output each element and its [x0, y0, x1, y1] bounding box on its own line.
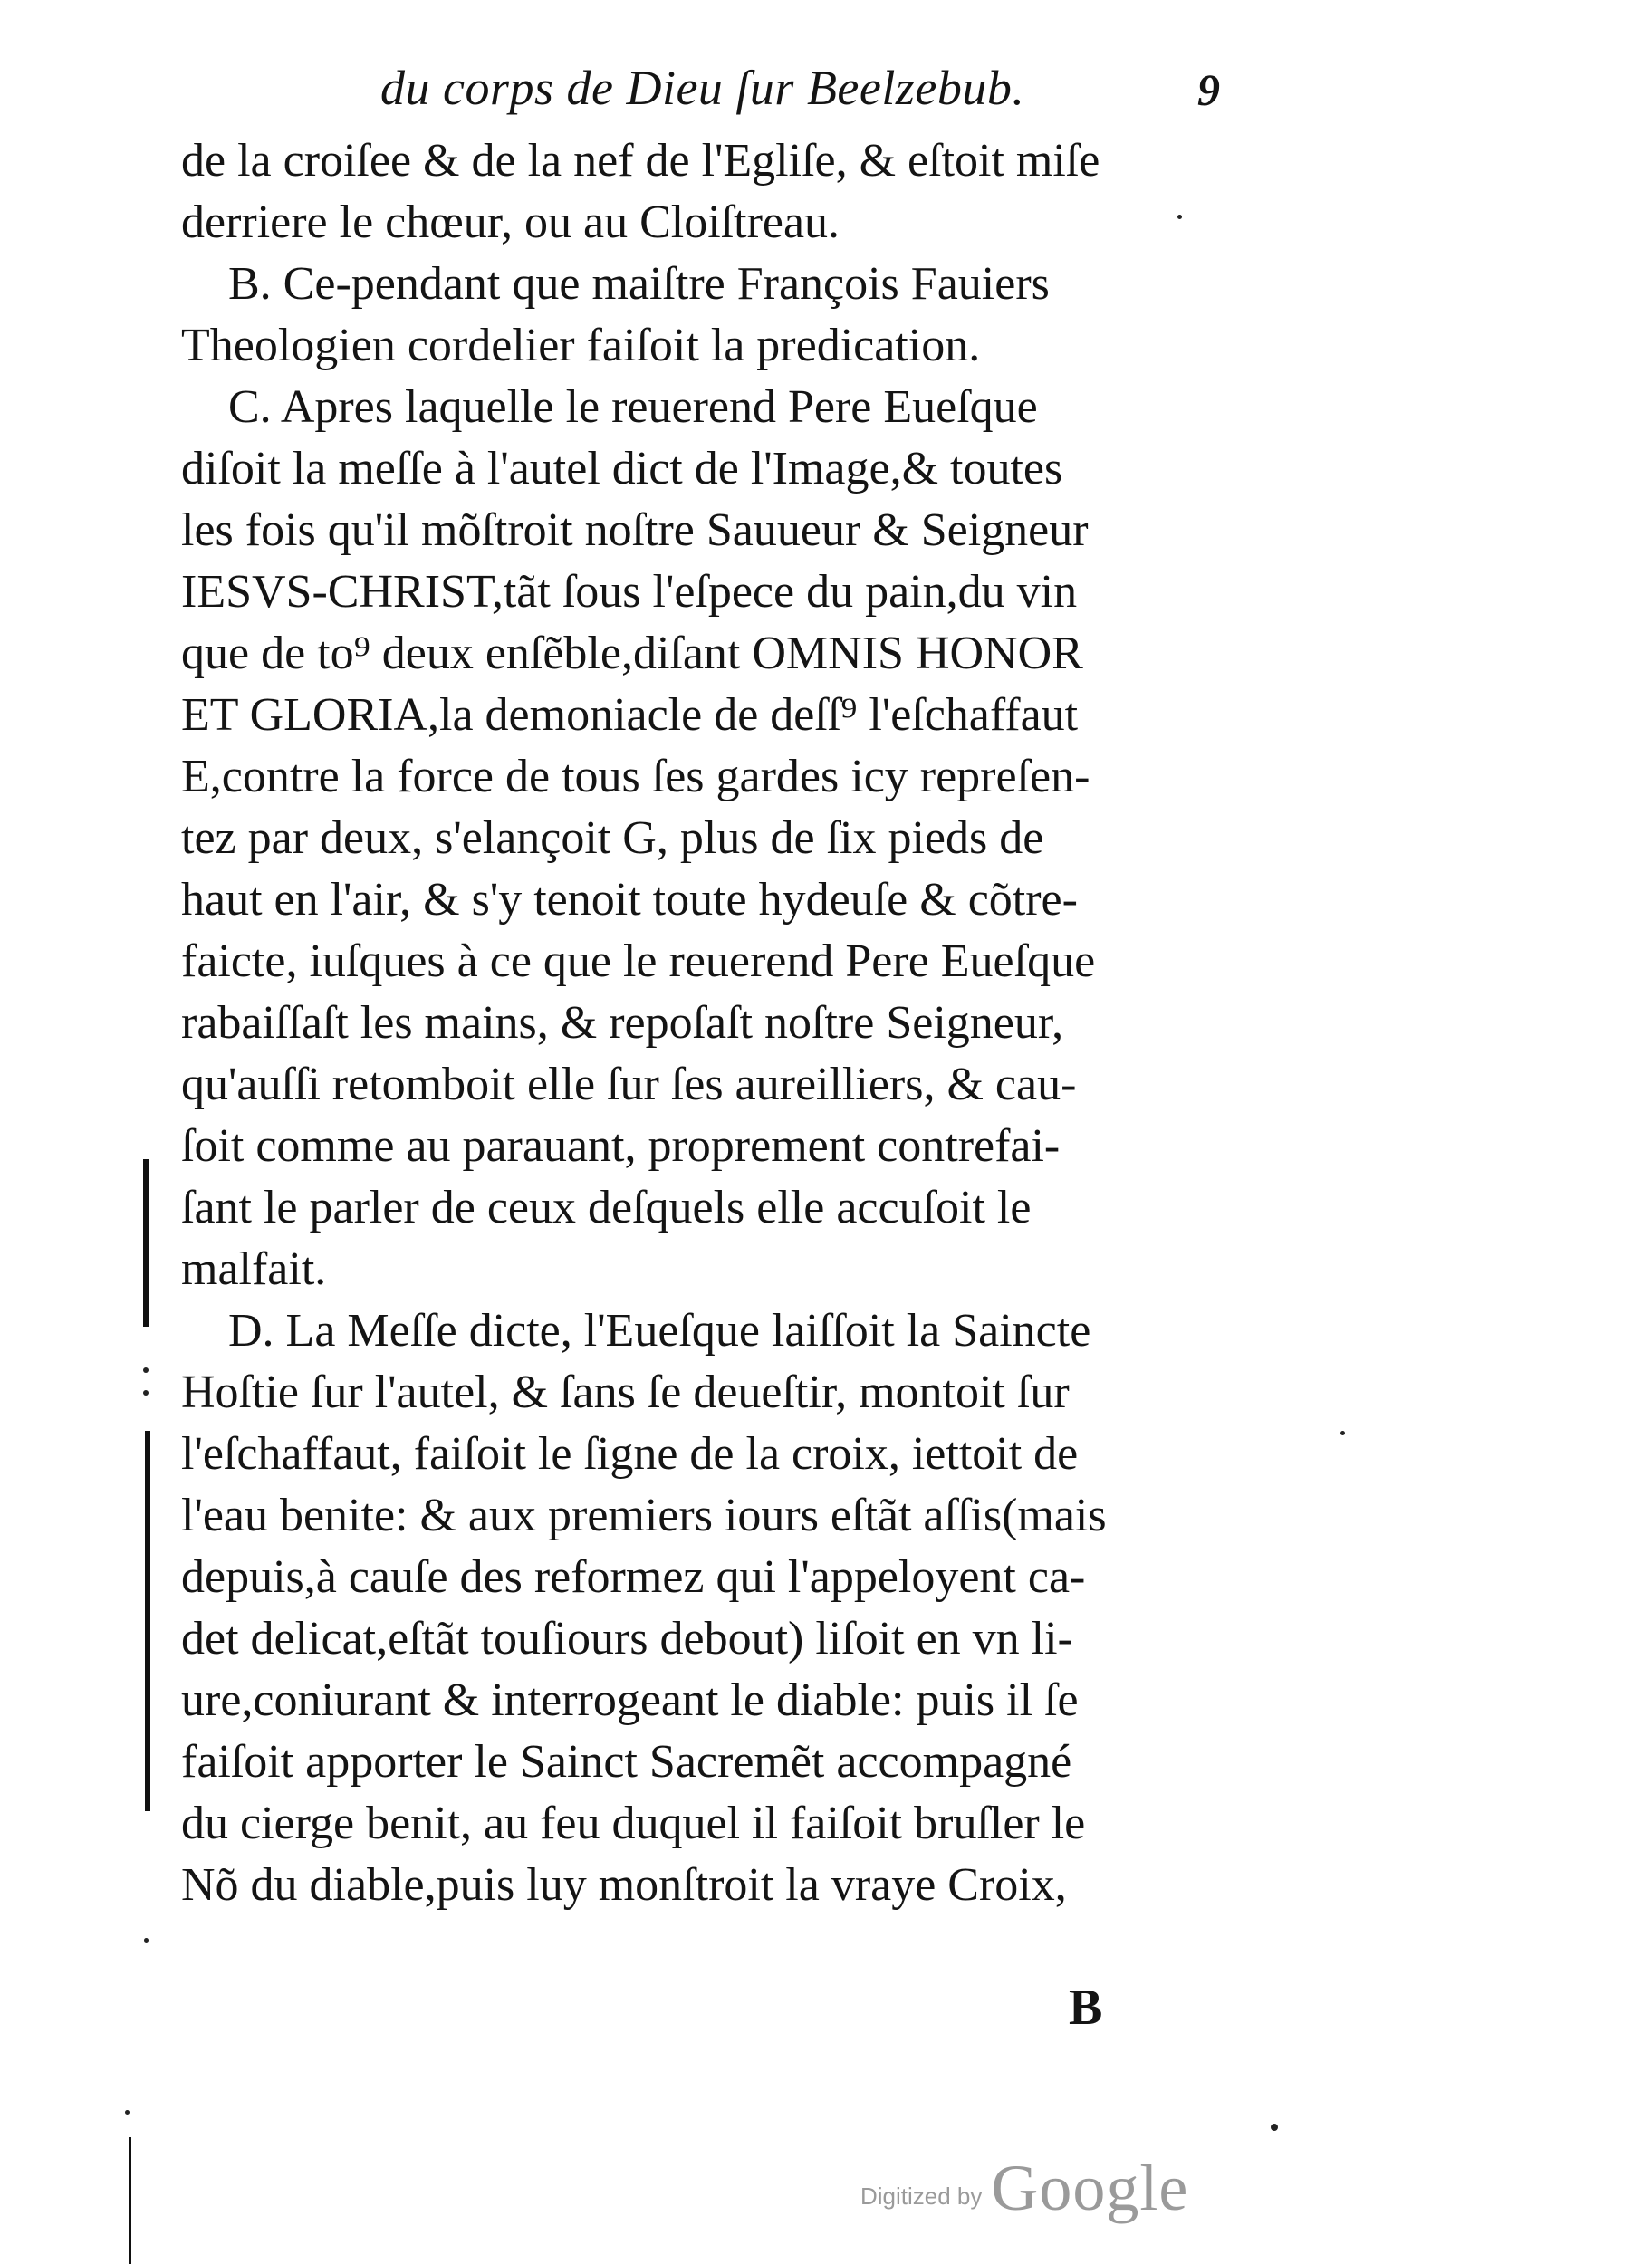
- text-line: E,contre la force de tous ſes gardes icy repreſen-: [181, 751, 1090, 802]
- text-line: tez par deux, s'elançoit G, plus de ſix pieds de: [181, 812, 1044, 864]
- text-line: de la croiſee & de la nef de l'Egliſe, & eſtoit miſe: [181, 135, 1100, 187]
- text-line: IESVS-CHRIST,tãt ſous l'eſpece du pain,du vin: [181, 566, 1078, 618]
- scan-speck: [1177, 215, 1182, 219]
- margin-rule-bottom: [129, 2137, 131, 2264]
- margin-rule-lower: [145, 1431, 150, 1811]
- text-line: C. Apres laquelle le reuerend Pere Eueſque: [228, 381, 1038, 433]
- text-line: ure,coniurant & interrogeant le diable: puis il ſe: [181, 1674, 1079, 1726]
- text-line: faiſoit apporter le Sainct Sacremẽt accompagné: [181, 1736, 1072, 1788]
- text-line: derriere le chœur, ou au Cloiſtreau.: [181, 197, 840, 248]
- text-line: l'eſchaffaut, faiſoit le ſigne de la croix, iettoit de: [181, 1428, 1079, 1480]
- scan-speck: [1340, 1431, 1345, 1435]
- text-line: haut en l'air, & s'y tenoit toute hydeuſe & cõtre-: [181, 874, 1078, 926]
- text-line: malfait.: [181, 1243, 327, 1295]
- text-line: ET GLORIA,la demoniacle de deſſ⁹ l'eſchaffaut: [181, 689, 1079, 741]
- margin-speck: [125, 2110, 130, 2115]
- text-line: ſant le parler de ceux deſquels elle accuſoit le: [181, 1182, 1032, 1233]
- text-line: Nõ du diable,puis luy monſtroit la vraye Croix,: [181, 1859, 1067, 1911]
- text-line: que de to⁹ deux enſẽble,diſant OMNIS HONOR: [181, 628, 1083, 679]
- running-head: du corps de Dieu ſur Beelzebub.: [380, 61, 1025, 115]
- margin-speck: [144, 1938, 149, 1943]
- text-line: B. Ce-pendant que maiſtre François Fauiers: [228, 258, 1050, 310]
- text-line: l'eau benite: & aux premiers iours eſtãt aſſis(mais: [181, 1490, 1107, 1541]
- text-line: det delicat,eſtãt touſiours debout) liſoit en vn li-: [181, 1613, 1073, 1664]
- watermark-prefix: Digitized by: [860, 2182, 983, 2210]
- text-line: diſoit la meſſe à l'autel dict de l'Image,& toutes: [181, 443, 1063, 494]
- signature-mark: B: [1069, 1980, 1103, 2036]
- margin-speck: [143, 1390, 149, 1396]
- text-line: rabaiſſaſt les mains, & repoſaſt noſtre Seigneur,: [181, 997, 1064, 1049]
- text-line: les fois qu'il mõſtroit noſtre Sauueur & Seigneur: [181, 504, 1089, 556]
- text-line: D. La Meſſe dicte, l'Eueſque laiſſoit la Saincte: [228, 1305, 1091, 1357]
- text-line: qu'auſſi retomboit elle ſur ſes aureilliers, & cau-: [181, 1059, 1077, 1110]
- digitization-watermark: [860, 2151, 1188, 2226]
- page-number: 9: [1197, 64, 1220, 115]
- text-line: du cierge benit, au feu duquel il faiſoit bruſler le: [181, 1798, 1086, 1849]
- margin-speck: [143, 1367, 149, 1373]
- text-line: Hoſtie ſur l'autel, & ſans ſe deueſtir, montoit ſur: [181, 1367, 1070, 1418]
- watermark-brand: Google: [991, 2152, 1189, 2224]
- text-line: depuis,à cauſe des reformez qui l'appeloyent ca-: [181, 1551, 1086, 1603]
- text-line: ſoit comme au parauant, proprement contrefai-: [181, 1120, 1061, 1172]
- scan-speck: [1271, 2124, 1278, 2131]
- margin-rule-upper: [143, 1159, 149, 1327]
- text-line: faicte, iuſques à ce que le reuerend Pere Eueſque: [181, 935, 1096, 987]
- text-line: Theologien cordelier faiſoit la predication.: [181, 320, 981, 371]
